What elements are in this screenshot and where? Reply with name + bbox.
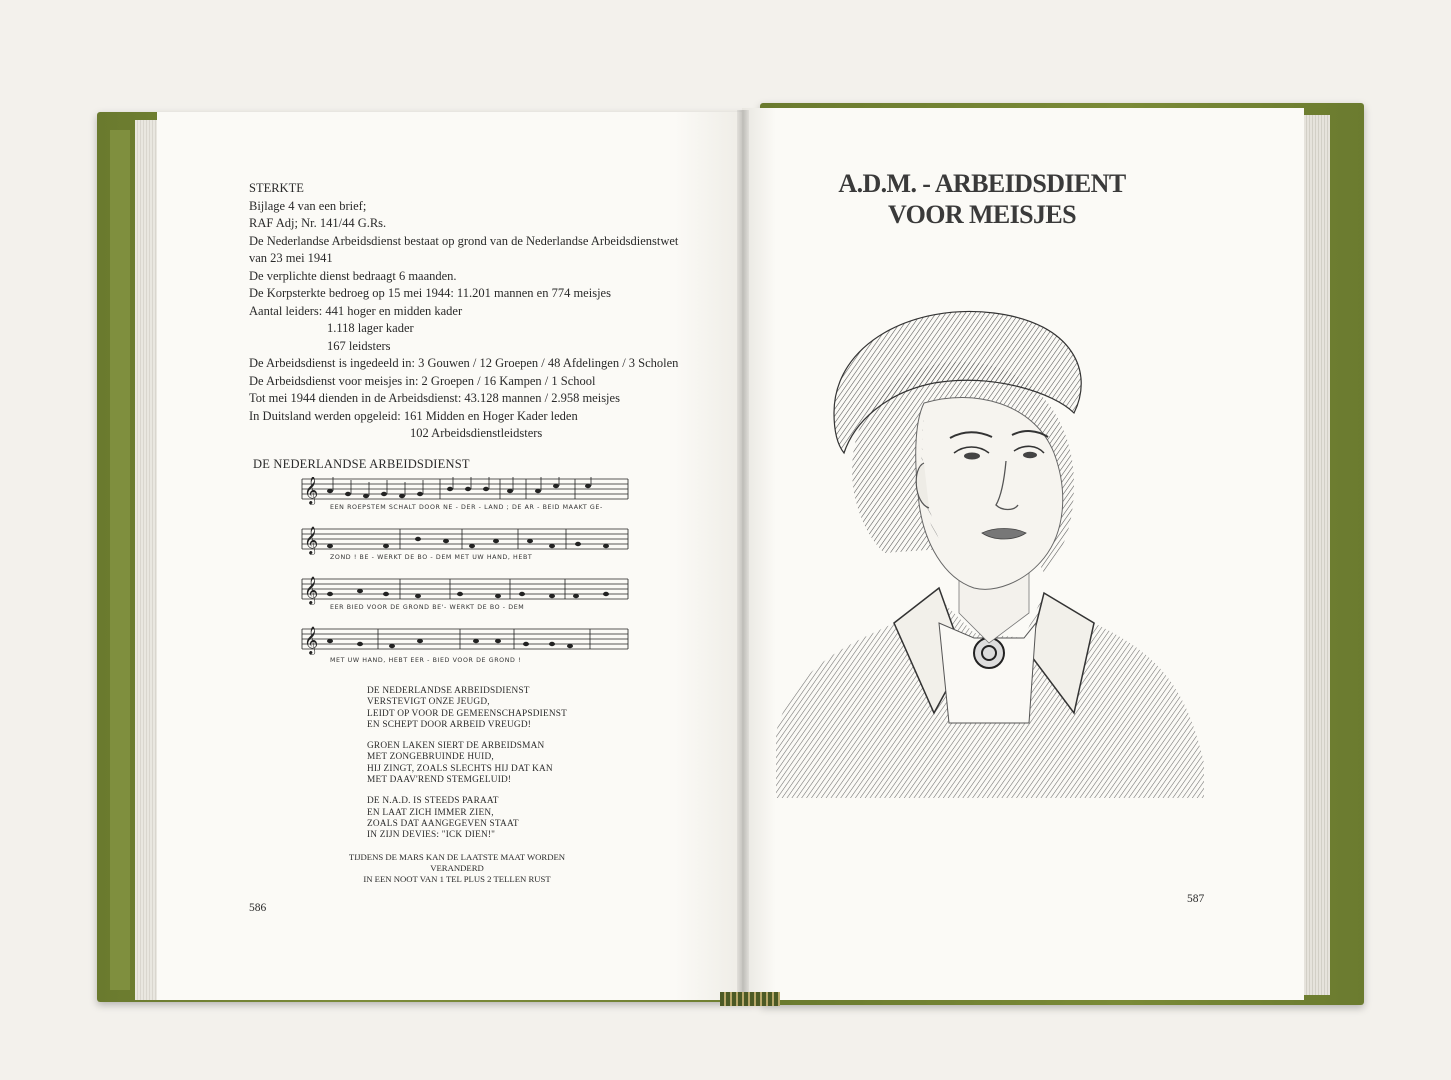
book-gutter [737,110,749,1005]
cover-edge [110,130,130,990]
performance-note [322,852,592,885]
title-line: A.D.M. - ARBEIDSDIENT [838,169,1126,198]
verse-line: DE NEDERLANDSE ARBEIDSDIENST [367,686,530,696]
text-line: Aantal leiders: 441 hoger en midden kader [249,303,463,318]
score-lyric-line: EEN ROEPSTEM SCHALT DOOR NE - DER - LAND ; DE AR - BEID MAAKT GE- [330,504,603,511]
text-line: De Korpsterkte bedroeg op 15 mei 1944: 11.201 mannen en 774 meisjes [249,286,611,300]
verse-line: EN SCHEPT DOOR ARBEID VREUGD! [367,719,532,730]
section-heading: STERKTE [249,181,304,195]
verse-line: EN LAAT ZICH IMMER ZIEN, [367,807,494,818]
text-line: De Arbeidsdienst is ingedeeld in: 3 Gouwen / 12 Groepen / 48 Afdelingen / 3 Scholen [249,356,679,370]
verse [367,796,567,841]
verse-line: HIJ ZINGT, ZOALS SLECHTS HIJ DAT KAN [367,763,553,774]
note-line: IN EEN NOOT VAN 1 TEL PLUS 2 TELLEN RUST [363,874,551,884]
page-number-right: 587 [1187,893,1205,905]
text-line: RAF Adj; Nr. 141/44 G.Rs. [249,216,387,230]
svg-text:𝄞: 𝄞 [304,477,319,504]
note-line: TIJDENS DE MARS KAN DE LAATSTE MAAT WORDEN VERANDERD [348,852,566,873]
verse-line: DE N.A.D. IS STEEDS PARAAT [367,796,499,807]
text-line: De Nederlandse Arbeidsdienst bestaat op grond van de Nederlandse Arbeidsdienstwet [249,233,679,248]
book-spine-headband [720,992,780,1006]
music-score [300,477,630,692]
verse-line: ZOALS DAT AANGEGEVEN STAAT [367,818,519,829]
text-line: De Arbeidsdienst voor meisjes in: 2 Groepen / 16 Kampen / 1 School [249,373,596,388]
score-lyric-line: MET UW HAND, HEBT EER - BIED VOOR DE GROND ! [330,657,522,664]
verse-line: MET ZONGEBRUINDE HUID, [367,752,494,763]
verse [367,741,567,786]
left-page [157,112,745,1000]
text-line: Tot mei 1944 dienden in de Arbeidsdienst: 43.128 mannen / 2.958 meisjes [249,391,620,405]
sterkte-text [249,180,709,443]
verse-line: VERSTEVIGT ONZE JEUGD, [367,697,490,708]
text-line: In Duitsland werden opgeleid: 161 Midden en Hoger Kader leden [249,408,578,423]
svg-text:𝄞: 𝄞 [304,576,319,604]
song-verses [367,686,567,852]
text-line: van 23 mei 1941 [249,251,333,265]
svg-text:𝄞: 𝄞 [304,626,319,654]
text-line: 1.118 lager kader [327,321,414,335]
verse-line: MET DAAV'REND STEMGELUID! [367,775,512,786]
score-lyric-line: ZOND ! BE - WERKT DE BO - DEM MET UW HAND, HEBT [330,554,533,561]
verse-line: LEIDT OP VOOR DE GEMEENSCHAPSDIENST [367,708,568,719]
text-line: 167 leidsters [327,338,391,353]
score-lyric-line: EER BIED VOOR DE GROND BE'- WERKT DE BO - DEM [330,604,525,611]
right-page [742,108,1304,1000]
song-title: DE NEDERLANDSE ARBEIDSDIENST [253,457,470,471]
text-line: Bijlage 4 van een brief; [249,198,367,213]
verse-line: GROEN LAKEN SIERT DE ARBEIDSMAN [367,741,545,752]
portrait-drawing [774,293,1206,803]
text-line: De verplichte dienst bedraagt 6 maanden. [249,268,457,283]
title-line: VOOR MEISJES [887,200,1077,229]
page-number-left: 586 [249,902,267,914]
svg-text:𝄞: 𝄞 [304,526,319,554]
verse [367,686,567,731]
woman-portrait-illustration [774,293,1206,798]
verse-line: IN ZIJN DEVIES: "ICK DIEN!" [367,830,496,841]
text-line: 102 Arbeidsdienstleidsters [410,426,543,440]
page-title [742,168,1222,230]
